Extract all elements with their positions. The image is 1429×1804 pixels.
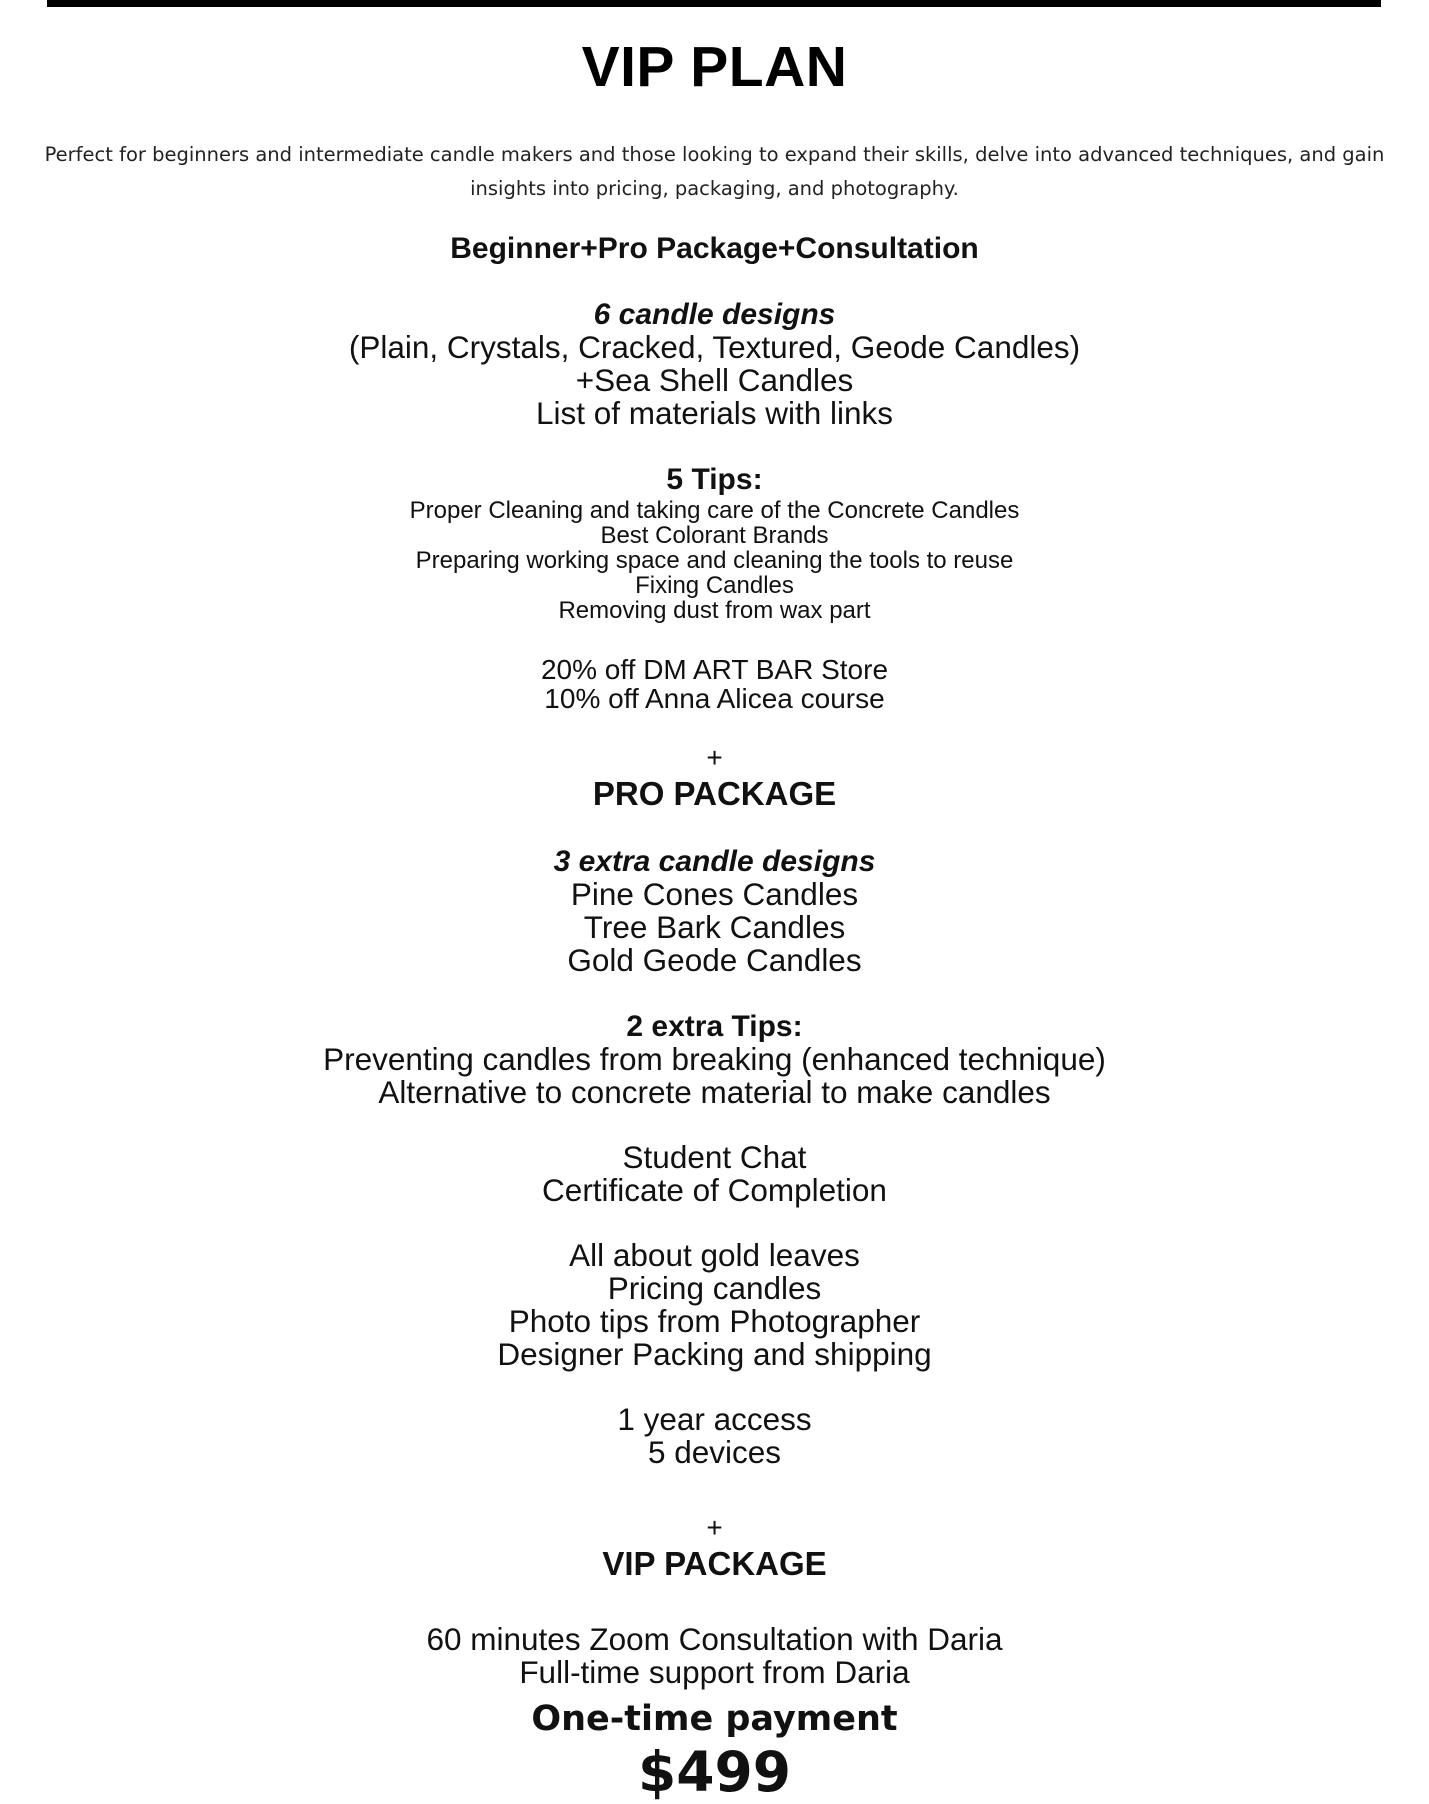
list-item: Pricing candles <box>607 1270 822 1306</box>
list-item: Tree Bark Candles <box>583 909 846 945</box>
extra-designs-title: 3 extra candle designs <box>553 845 876 878</box>
list-item: 10% off Anna Alicea course <box>544 683 885 714</box>
list-item: Alternative to concrete material to make candles <box>378 1074 1051 1110</box>
price: $499 <box>637 1740 792 1804</box>
list-item: Gold Geode Candles <box>567 942 862 978</box>
list-item: Student Chat <box>622 1139 807 1175</box>
access-list <box>0 1403 1429 1469</box>
list-item: Pine Cones Candles <box>570 876 859 912</box>
plus-sign: + <box>706 1512 723 1543</box>
vip-package-heading: VIP PACKAGE <box>602 1545 827 1582</box>
list-item: Removing dust from wax part <box>558 597 871 624</box>
beginner-heading: Beginner+Pro Package+Consultation <box>450 232 979 265</box>
extra-designs-list <box>0 878 1429 977</box>
list-item: 20% off DM ART BAR Store <box>540 654 889 685</box>
list-item: Certificate of Completion <box>542 1172 887 1208</box>
list-item: All about gold leaves <box>569 1237 860 1273</box>
vip-items-list <box>0 1623 1429 1689</box>
extras-list <box>0 1239 1429 1371</box>
list-item: Full-time support from Daria <box>519 1654 910 1690</box>
extra-tips-list <box>0 1043 1429 1109</box>
list-item: Best Colorant Brands <box>600 522 829 549</box>
list-item: 5 devices <box>647 1434 782 1470</box>
extra-tips-title: 2 extra Tips: <box>626 1010 803 1043</box>
tips-list <box>0 498 1429 623</box>
discounts-list <box>0 655 1429 713</box>
list-item: +Sea Shell Candles <box>575 362 854 398</box>
page-title: VIP PLAN <box>581 35 848 99</box>
list-item: Fixing Candles <box>635 572 794 599</box>
list-item: Preparing working space and cleaning the tools to reuse <box>415 547 1014 574</box>
designs-title: 6 candle designs <box>593 298 836 331</box>
list-item: Preventing candles from breaking (enhanced technique) <box>323 1041 1106 1077</box>
plan-description: Perfect for beginners and intermediate candle makers and those looking to expand their skills, delve into advanced techniques, and gain insights into pricing, packaging, and photography. <box>44 143 1385 200</box>
list-item: List of materials with links <box>535 395 894 431</box>
designs-list <box>0 331 1429 430</box>
pro-package-heading: PRO PACKAGE <box>592 775 837 812</box>
list-item: 1 year access <box>617 1401 812 1437</box>
list-item: Photo tips from Photographer <box>508 1303 921 1339</box>
list-item: 60 minutes Zoom Consultation with Daria <box>426 1621 1003 1657</box>
payment-label: One-time payment <box>531 1699 898 1739</box>
list-item: Proper Cleaning and taking care of the Concrete Candles <box>409 497 1020 524</box>
top-divider <box>47 0 1381 7</box>
tips-title: 5 Tips: <box>666 463 763 496</box>
plus-sign: + <box>706 742 723 773</box>
list-item: (Plain, Crystals, Cracked, Textured, Geode Candles) <box>348 329 1081 365</box>
community-list <box>0 1141 1429 1207</box>
list-item: Designer Packing and shipping <box>497 1336 932 1372</box>
